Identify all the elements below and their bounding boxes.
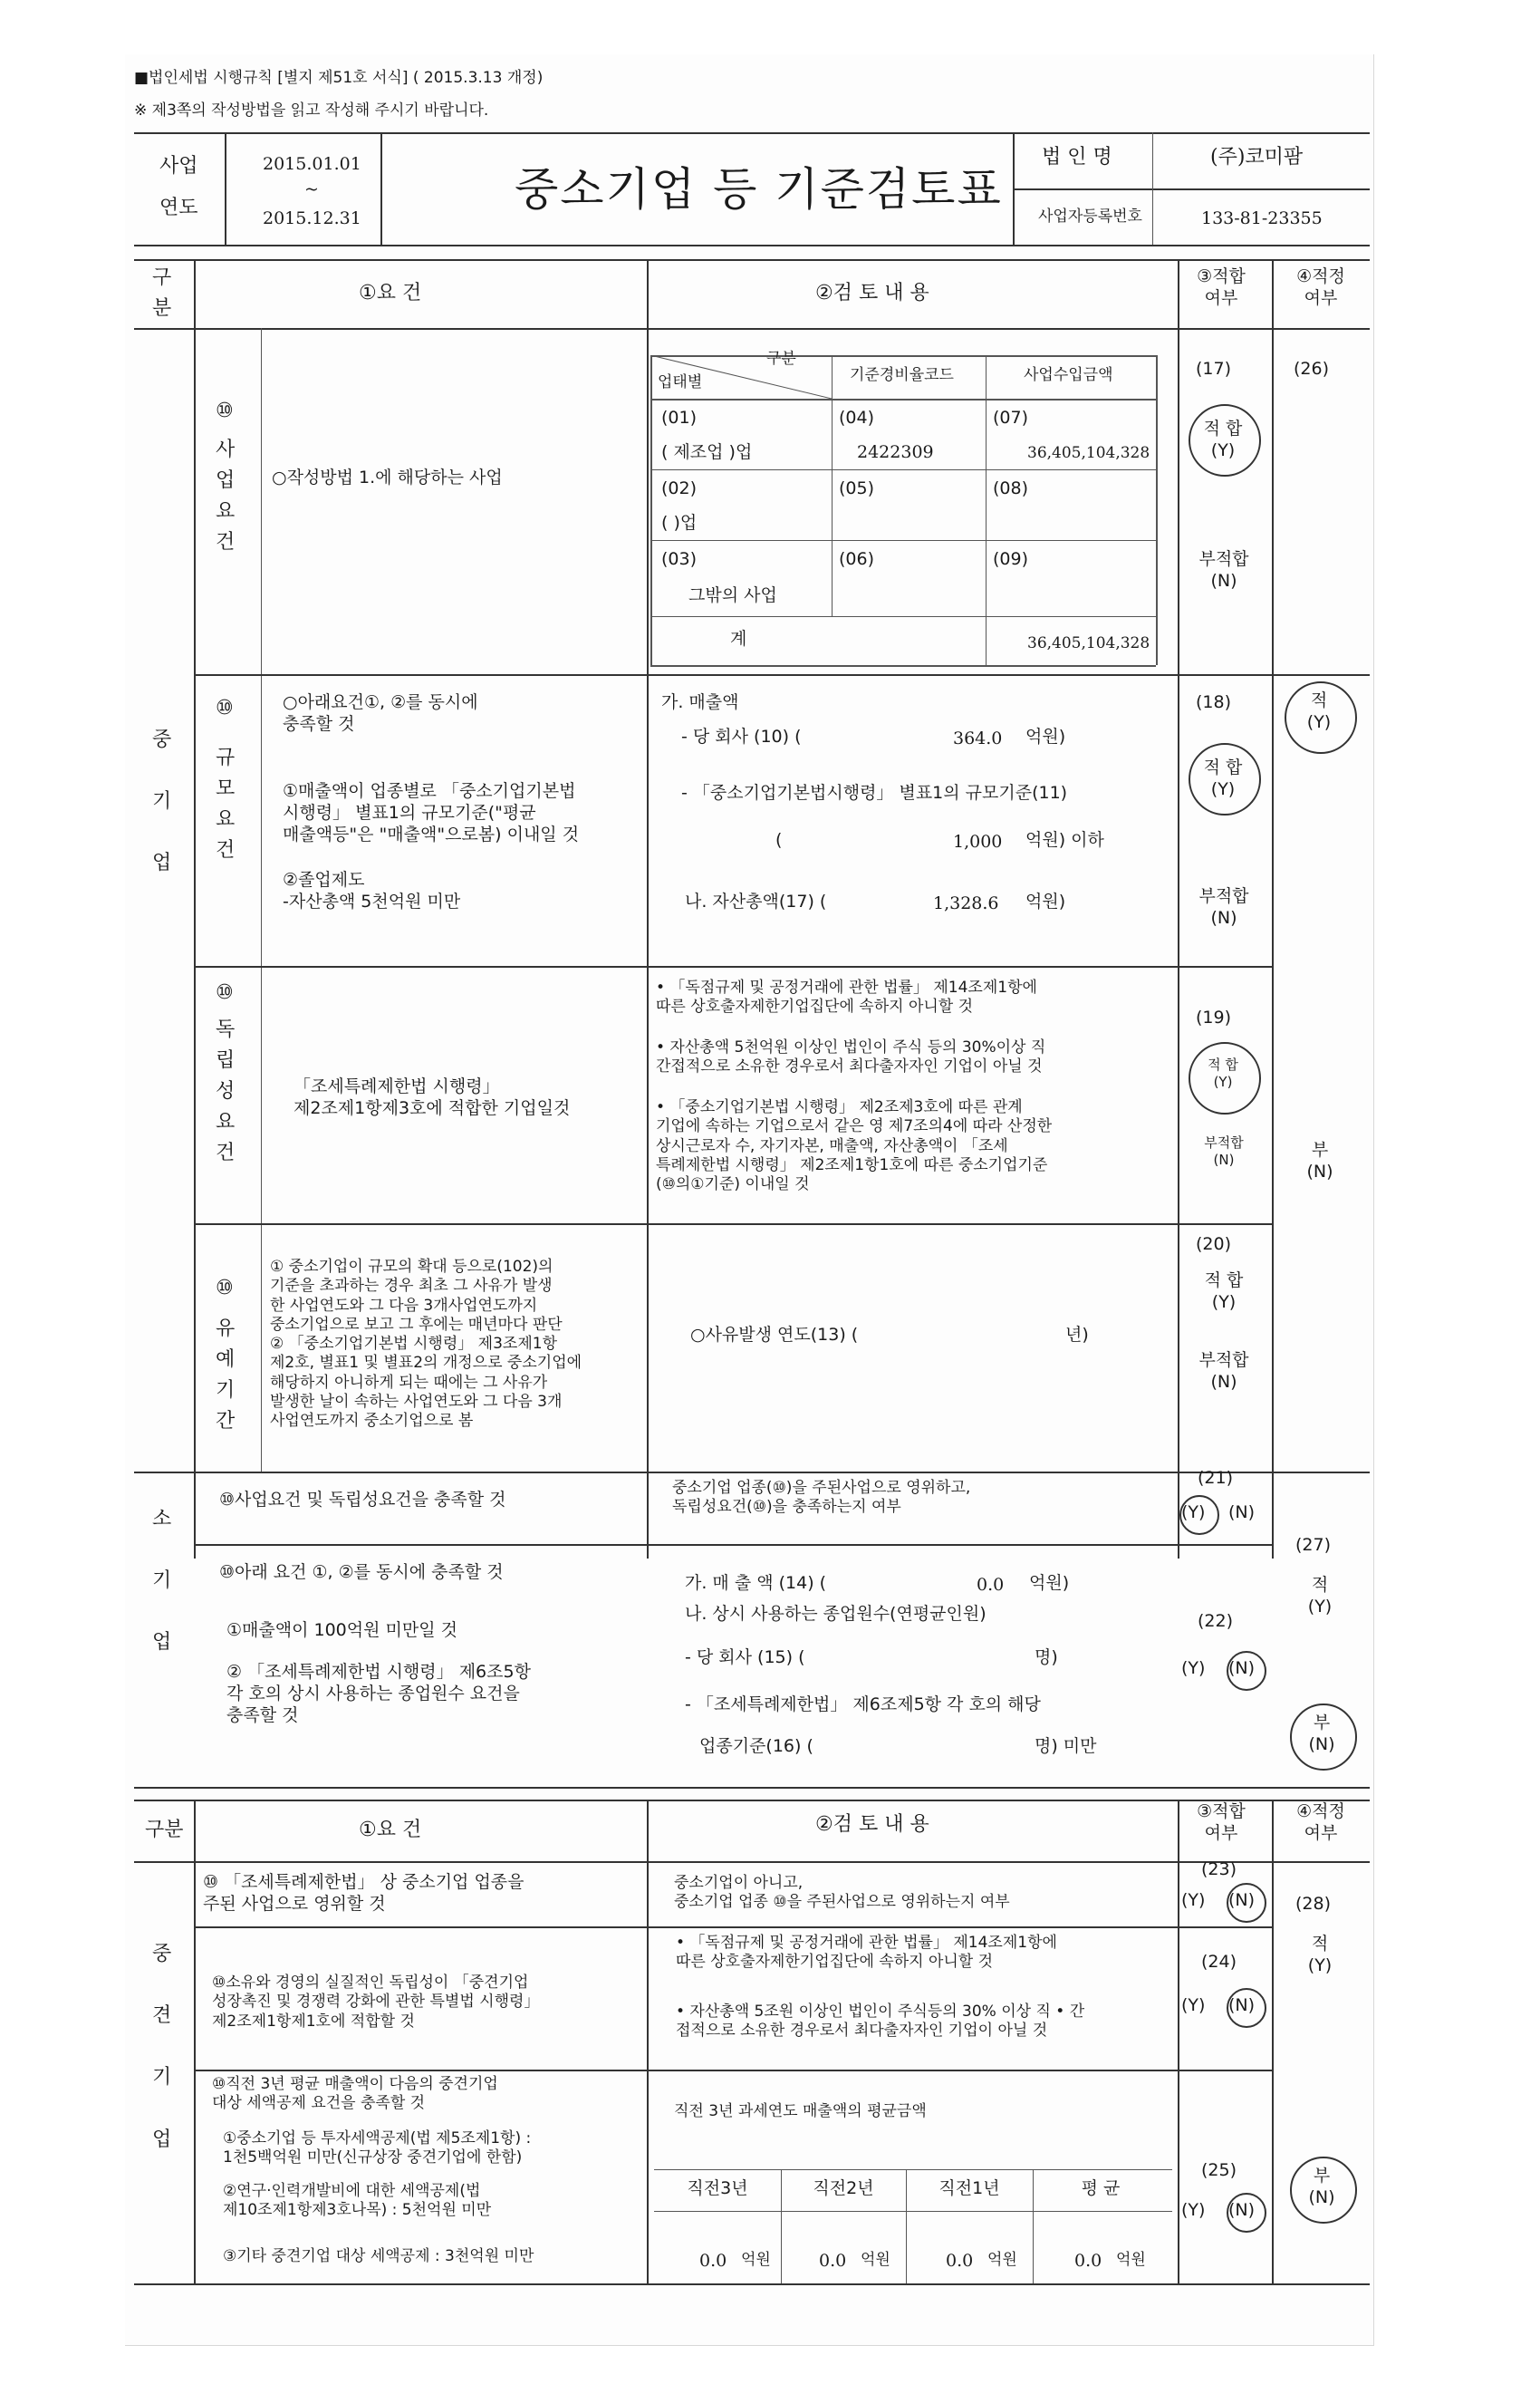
r104-fit-no-option: 부적합 (N) (1198, 1350, 1249, 1392)
rule (650, 665, 1156, 667)
rule (650, 399, 1156, 401)
r108-review-1: • 「독점규제 및 공정거래에 관한 법률」 제14조제1항에 따른 상호출자제한기업집단에 속하지 아니할 것 (676, 1934, 1057, 1972)
r101-row2-no: (02) (661, 478, 698, 498)
r109-review: 직전 3년 과세연도 매출액의 평균금액 (674, 2102, 927, 2120)
r104-fit-yes: 적 합 (Y) (1204, 1270, 1244, 1312)
r101-total-label: 계 (730, 629, 747, 649)
rule (986, 355, 987, 665)
r101-row1-code-no: (04) (839, 408, 875, 428)
rule (134, 132, 1370, 134)
r102-review-a: 가. 매출액 (661, 692, 739, 712)
r108-yes: (Y) (1181, 1995, 1206, 2015)
rule (1152, 132, 1153, 245)
r109-col-year-2: 직전2년 (813, 2178, 874, 2198)
r109-col-year-1: 직전1년 (938, 2178, 1000, 2198)
r106-req-intro: ⑩아래 요건 ①, ②를 동시에 충족할 것 (219, 1562, 504, 1582)
col2-fit-header: ③적합 여부 (1197, 1801, 1246, 1843)
r102-review-e-close: 억원) (1025, 892, 1066, 912)
r102-label: 규 모 요 건 (216, 747, 236, 863)
rule (194, 1223, 1272, 1225)
r107-fit-no: (23) (1201, 1859, 1237, 1879)
r106-review-e-close: 명) 미만 (1035, 1736, 1097, 1756)
rule (194, 1800, 196, 2283)
rule (194, 1544, 1272, 1546)
r101-table-header-top: 구분 (766, 350, 796, 368)
r102-review-b: - 당 회사 (10) ( (681, 727, 802, 747)
r109-unit-2: 억원 (861, 2251, 890, 2269)
r109-yes: (Y) (1181, 2200, 1206, 2220)
r109-req-1: ①중소기업 등 투자세액공제(법 제5조제1항) : 1천5백억원 미만(신규상장 중견기업에 한함) (223, 2129, 532, 2167)
r102-judge: 적 (Y) (1306, 690, 1332, 732)
r102-sales: 364.0 (953, 729, 1003, 748)
small-section-label: 소 기 업 (152, 1508, 172, 1655)
r106-review-e: 업종기준(16) ( (699, 1736, 813, 1756)
r109-col-average: 평 균 (1081, 2178, 1121, 2198)
rule (654, 2211, 1172, 2212)
r106-review-d: - 「조세특례제한법」 제6조제5항 각 호의 해당 (685, 1694, 1041, 1714)
mid-judge-ok: 적 (Y) (1307, 1934, 1333, 1975)
r101-fit-yes: 적 합 (Y) (1203, 419, 1243, 460)
r101-row2-amount-no: (08) (993, 478, 1029, 498)
r101-fit-no-option: 부적합 (N) (1198, 549, 1249, 591)
rule (1013, 188, 1370, 190)
rule (134, 2283, 1370, 2285)
r102-review-d-close: 억원) 이하 (1025, 830, 1104, 850)
mid-section-label: 중 견 기 업 (152, 1943, 172, 2151)
r101-row1-amount-no: (07) (993, 408, 1029, 428)
r105-requirement: ⑩사업요건 및 독립성요건을 충족할 것 (219, 1490, 506, 1510)
rule (134, 1787, 1370, 1789)
r103-review-3: • 「중소기업기본법 시행령」 제2조제3호에 따른 관계 기업에 속하는 기업으로서 같은 영 제7조의4에 따라 산정한 상시근로자 수, 자기자본, 매출액, 자산총액이 「조세 특례제한법 시행령」 제2조제1항1호에 따른 중소기업기준 (⑩의①기준) 이내일 것 (656, 1098, 1053, 1193)
r101-row2-code-no: (05) (839, 478, 875, 498)
r105-review: 중소기업 업종(⑩)을 주된사업으로 영위하고, 독립성요건(⑩)을 충족하는지 여부 (672, 1479, 971, 1517)
r102-limit: 1,000 (953, 832, 1003, 852)
r106-review-b: 나. 상시 사용하는 종업원수(연평균인원) (685, 1604, 987, 1624)
r106-sales: 0.0 (977, 1575, 1005, 1595)
period-start: 2015.01.01 (263, 154, 361, 174)
small-judge-no: (27) (1295, 1535, 1332, 1555)
col-section-header: 구 분 (152, 266, 172, 321)
r102-fit-yes: 적 합 (Y) (1203, 758, 1243, 799)
r102-num: ⑩ (216, 697, 234, 719)
document-title: 중소기업 등 기준검토표 (515, 163, 1003, 216)
rule (1272, 1800, 1274, 2283)
r106-review-c-close: 명) (1035, 1647, 1058, 1667)
r107-yes: (Y) (1181, 1890, 1206, 1910)
rule (650, 355, 652, 665)
mid-judge-bad: 부 (N) (1308, 2166, 1335, 2207)
r101-row3-amount-no: (09) (993, 549, 1029, 569)
r106-no: (N) (1228, 1658, 1256, 1678)
r101-row1-no: (01) (661, 408, 698, 428)
r103-label: 독 립 성 요 건 (216, 1018, 236, 1165)
rule (1272, 259, 1274, 1559)
r104-review: ○사유발생 연도(13) ( (690, 1325, 859, 1345)
r103-fit-no-option: 부적합 (N) (1204, 1134, 1244, 1168)
r102-req-1: ①매출액이 업종별로 「중소기업기본법 시행령」 별표1의 규모기준("평균 매출액등"은 "매출액"으로봄) 이내일 것 (283, 781, 580, 845)
sme-section-label: 중 기 업 (152, 729, 172, 875)
rule (134, 259, 1370, 261)
col-judge-header: ④적정 여부 (1296, 266, 1345, 308)
rule (1156, 355, 1158, 665)
r101-row1-amount: 36,405,104,328 (1027, 444, 1150, 462)
r109-fit-no: (25) (1201, 2160, 1237, 2180)
r101-col-income: 사업수입금액 (1024, 366, 1113, 384)
r101-fit-no: (17) (1196, 359, 1232, 379)
rule (225, 132, 226, 245)
r105-yes: (Y) (1181, 1502, 1206, 1522)
r109-req-intro: ⑩직전 3년 평균 매출액이 다음의 중견기업 대상 세액공제 요건을 충족할 것 (212, 2075, 498, 2113)
r109-unit-1: 억원 (741, 2251, 771, 2269)
r103-judge: 부 (N) (1306, 1140, 1333, 1182)
r106-yes: (Y) (1181, 1658, 1206, 1678)
rule (380, 132, 382, 245)
r103-requirement: 「조세특례제한법 시행령」 제2조제1항제3호에 적합한 기업일것 (294, 1076, 571, 1118)
r101-table-header-bottom: 업태별 (658, 373, 703, 391)
rule (832, 355, 833, 616)
period-end: 2015.12.31 (263, 208, 361, 228)
r102-req-2: ②졸업제도 -자산총액 5천억원 미만 (283, 870, 461, 912)
r106-req-2: ② 「조세특례제한법 시행령」 제6조5항 각 호의 상시 사용하는 종업원수 요건을 충족할 것 (226, 1662, 531, 1725)
r103-fit-no: (19) (1196, 1008, 1232, 1028)
period-label-2: 연도 (159, 197, 198, 219)
rule (134, 1861, 1370, 1863)
r102-assets: 1,328.6 (933, 893, 999, 913)
r108-fit-no: (24) (1201, 1952, 1237, 1972)
r101-row3-code-no: (06) (839, 549, 875, 569)
r109-req-2: ②연구·인력개발비에 대한 세액공제(법 제10조제1항제3호나목) : 5천억원 미만 (223, 2182, 492, 2220)
r105-fit-no: (21) (1198, 1468, 1234, 1488)
rule (650, 540, 1156, 541)
r109-no: (N) (1228, 2200, 1256, 2220)
r102-req-intro: ○아래요건①, ②를 동시에 충족할 것 (283, 692, 478, 734)
rule (650, 469, 1156, 470)
r101-judge-no: (26) (1294, 359, 1330, 379)
r102-fit-no-option: 부적합 (N) (1198, 886, 1249, 928)
r109-col-year-3: 직전3년 (687, 2178, 748, 2198)
r106-review-a: 가. 매 출 액 (14) ( (685, 1573, 827, 1593)
corp-name: (주)코미팜 (1210, 146, 1304, 169)
r101-row3-no: (03) (661, 549, 698, 569)
col2-requirement-header: ①요 건 (359, 1819, 422, 1841)
r103-review-1: • 「독점규제 및 공정거래에 관한 법률」 제14조제1항에 따른 상호출자제한기업집단에 속하지 아니할 것 (656, 979, 1037, 1017)
r106-fit-no: (22) (1198, 1611, 1234, 1631)
rule (134, 245, 1370, 246)
r101-row2-type: ( )업 (661, 513, 698, 533)
rule (1178, 259, 1179, 1559)
col-review-header: ②검 토 내 용 (815, 282, 929, 304)
biz-no-label: 사업자등록번호 (1038, 208, 1142, 226)
small-judge-ok: 적 (Y) (1307, 1575, 1333, 1617)
r101-row1-code: 2422309 (857, 442, 934, 462)
rule (194, 2070, 1272, 2071)
r102-review-c: - 「중소기업기본법시행령」 별표1의 규모기준(11) (681, 783, 1068, 803)
period-sep: ~ (304, 179, 319, 199)
r102-sales-unit: 억원) (1025, 727, 1066, 747)
rule (654, 2169, 1172, 2170)
r109-unit-3: 억원 (987, 2251, 1017, 2269)
mid-judge-no: (28) (1295, 1894, 1332, 1914)
r103-review-2: • 자산총액 5천억원 이상인 법인이 주식 등의 30%이상 직 간접적으로 소유한 경우로서 최다출자자인 기업이 아닐 것 (656, 1038, 1046, 1076)
corp-name-label: 법 인 명 (1042, 146, 1112, 169)
r108-review-2: • 자산총액 5조원 이상인 법인이 주식등의 30% 이상 직 • 간 접적으로 소유한 경우로서 최다출자자인 기업이 아닐 것 (676, 2003, 1085, 2041)
period-label-1: 사업 (159, 155, 198, 178)
rule (261, 328, 262, 1472)
r106-sales-unit: 억원) (1029, 1573, 1070, 1593)
rule (194, 1926, 1272, 1928)
r105-no: (N) (1228, 1502, 1256, 1522)
r104-review-close: 년) (1065, 1325, 1089, 1345)
col-requirement-header: ①요 건 (359, 282, 422, 304)
r101-total-amount: 36,405,104,328 (1027, 634, 1150, 652)
r109-value-year-3: 0.0 (699, 2251, 727, 2271)
form-id: ■법인세법 시행규칙 [별지 제51호 서식] ( 2015.3.13 개정) (134, 69, 544, 87)
rule (647, 1800, 649, 2283)
r108-no: (N) (1228, 1995, 1256, 2015)
instruction-note: ※ 제3쪽의 작성방법을 읽고 작성해 주시기 바랍니다. (134, 101, 489, 120)
col-fit-header: ③적합 여부 (1197, 266, 1246, 308)
r106-review-c: - 당 회사 (15) ( (685, 1647, 805, 1667)
rule (647, 259, 649, 1559)
r103-fit-yes: 적 합 (Y) (1208, 1057, 1238, 1090)
small-judge-bad: 부 (N) (1308, 1713, 1335, 1754)
r102-review-d-open: ( (775, 830, 783, 850)
r109-unit-4: 억원 (1116, 2251, 1146, 2269)
r107-review: 중소기업이 아니고, 중소기업 업종 ⑩을 주된사업으로 영위하는지 여부 (674, 1874, 1010, 1912)
col2-section-header: 구분 (145, 1819, 184, 1841)
r109-value-year-2: 0.0 (819, 2251, 847, 2271)
biz-no: 133-81-23355 (1201, 208, 1323, 228)
r101-row3-type: 그밖의 사업 (688, 585, 777, 605)
r109-req-3: ③기타 중견기업 대상 세액공제 : 3천억원 미만 (223, 2247, 534, 2265)
r108-requirement: ⑩소유와 경영의 실질적인 독립성이 「중견기업 성장촉진 및 경쟁력 강화에 관한 특별법 시행령」 제2조제1항제1호에 적합할 것 (212, 1974, 540, 2031)
rule (1178, 1800, 1179, 2283)
r101-col-code: 기준경비율코드 (850, 366, 954, 384)
r101-label: 사 업 요 건 (216, 439, 236, 555)
r104-requirement: ① 중소기업이 규모의 확대 등으로(102)의 기준을 초과하는 경우 최초 그 사유가 발생 한 사업연도와 그 다음 3개사업연도까지 중소기업으로 보고 그 후에는 매년마다 판단 ② 「중소기업기본법 시행령」 제3조제1항 제2호, 별표1 및 별표2의 개정으로 중소기업에 해당하지 아니하게 되는 때에는 그 사유가 발생한 날이 속하는 사업연도와 그 다음 3개 사업연도까지 중소기업으로 봄 (270, 1258, 582, 1430)
r102-fit-no: (18) (1196, 692, 1232, 712)
col2-judge-header: ④적정 여부 (1296, 1801, 1345, 1843)
col2-review-header: ②검 토 내 용 (815, 1813, 929, 1836)
rule (134, 328, 1370, 330)
r109-value-average: 0.0 (1074, 2251, 1102, 2271)
r107-requirement: ⑩ 「조세특례제한법」 상 중소기업 업종을 주된 사업으로 영위할 것 (203, 1872, 525, 1914)
r107-no: (N) (1228, 1890, 1256, 1910)
rule (194, 966, 1272, 968)
rule (134, 1472, 1370, 1473)
r106-req-1: ①매출액이 100억원 미만일 것 (226, 1620, 457, 1640)
rule (194, 259, 196, 1559)
r103-num: ⑩ (216, 981, 234, 1004)
r101-requirement: ○작성방법 1.에 해당하는 사업 (272, 468, 503, 487)
r102-review-e: 나. 자산총액(17) ( (685, 892, 827, 912)
r109-value-year-1: 0.0 (946, 2251, 974, 2271)
r104-fit-no: (20) (1196, 1234, 1232, 1254)
rule (650, 616, 1156, 617)
r101-row1-type: ( 제조업 )업 (661, 442, 753, 462)
r101-num: ⑩ (216, 400, 234, 422)
r104-num: ⑩ (216, 1277, 234, 1299)
rule (194, 674, 1370, 676)
r104-label: 유 예 기 간 (216, 1317, 236, 1433)
